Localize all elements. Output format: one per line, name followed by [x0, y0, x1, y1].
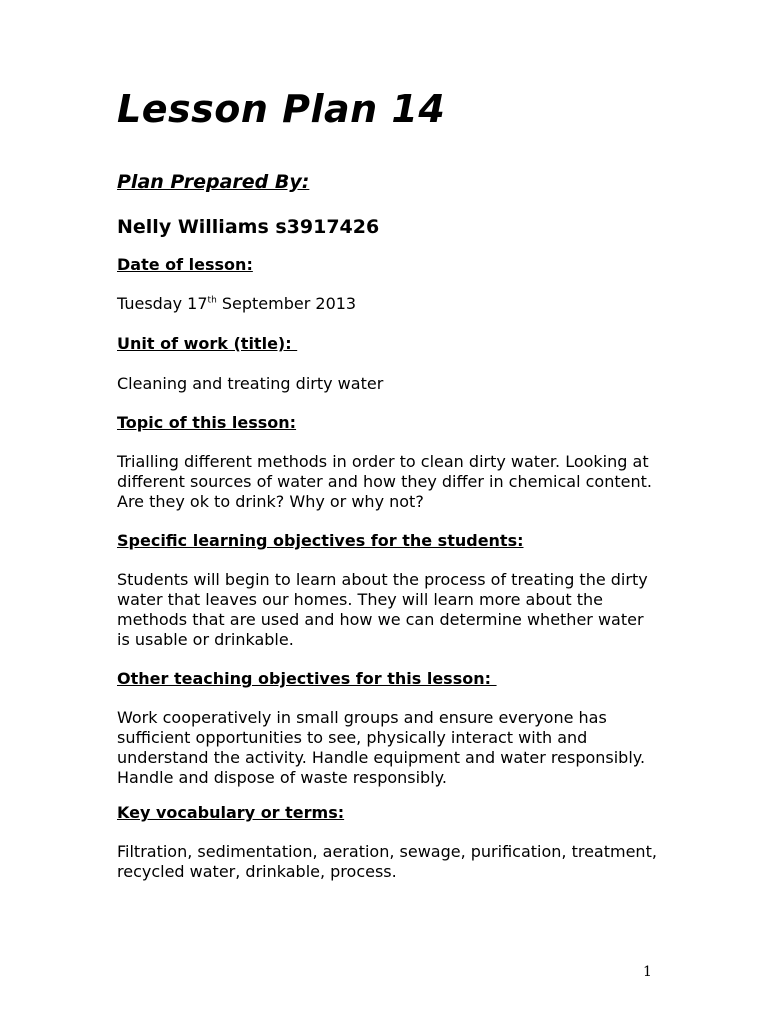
date-rest: September 2013	[216, 294, 357, 313]
prepared-by-heading: Plan Prepared By:	[117, 171, 310, 193]
vocabulary-heading: Key vocabulary or terms:	[117, 803, 345, 822]
document-title: Lesson Plan 14	[117, 87, 446, 131]
date-heading: Date of lesson:	[117, 255, 253, 274]
date-ordinal-suffix: th	[207, 295, 217, 306]
date-value	[117, 294, 657, 314]
topic-heading: Topic of this lesson:	[117, 413, 297, 432]
author-name: Nelly Williams s3917426	[117, 216, 380, 238]
topic-value: Trialling different methods in order to clean dirty water. Looking at different sources of water and how they differ in chemical content. Are they ok to drink? Why or why not?	[117, 452, 652, 511]
page-number: 1	[643, 964, 652, 980]
objectives-heading: Specific learning objectives for the students:	[117, 531, 524, 550]
vocabulary-value: Filtration, sedimentation, aeration, sewage, purification, treatment, recycled water, drinkable, process.	[117, 842, 657, 881]
unit-heading: Unit of work (title):	[117, 334, 298, 353]
other-objectives-heading: Other teaching objectives for this lesson:	[117, 669, 497, 688]
objectives-value: Students will begin to learn about the process of treating the dirty water that leaves our homes. They will learn more about the methods that are used and how we can determine whether water is usable or drinkable.	[117, 570, 648, 649]
unit-value: Cleaning and treating dirty water	[117, 374, 384, 393]
document-content	[117, 86, 657, 882]
date-day: Tuesday 17	[117, 294, 208, 313]
other-objectives-value: Work cooperatively in small groups and ensure everyone has sufficient opportunities to see, physically interact with and understand the activity. Handle equipment and water responsibly. Handle and dispose of waste responsibly.	[117, 708, 646, 787]
